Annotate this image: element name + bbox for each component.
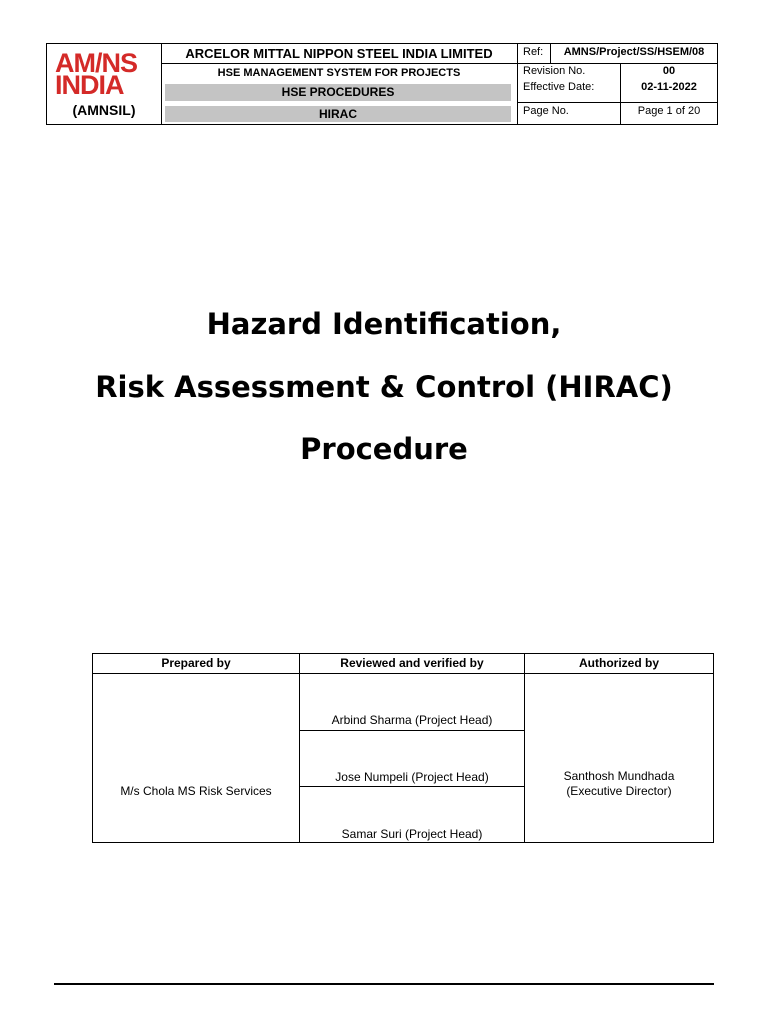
section-band: HSE PROCEDURES	[165, 84, 511, 101]
prepared-by-header: Prepared by	[161, 656, 231, 670]
reviewer-2: Jose Numpeli (Project Head)	[335, 770, 489, 784]
prepared-by-value: M/s Chola MS Risk Services	[120, 784, 272, 798]
authorized-by-header: Authorized by	[579, 656, 659, 670]
revision-label: Revision No.	[523, 65, 586, 77]
control-divider	[517, 63, 717, 64]
table-divider	[93, 673, 713, 674]
table-divider	[299, 654, 300, 842]
logo-line-2: INDIA	[55, 70, 124, 100]
company-name: ARCELOR MITTAL NIPPON STEEL INDIA LIMITED	[161, 44, 517, 64]
page-label: Page No.	[523, 105, 569, 117]
authorizer-title: (Executive Director)	[566, 784, 672, 798]
company-logo	[55, 48, 155, 100]
subsection-band: HIRAC	[165, 106, 511, 122]
authorizer-name: Santhosh Mundhada	[563, 769, 675, 783]
system-name: HSE MANAGEMENT SYSTEM FOR PROJECTS	[217, 67, 461, 79]
logo-cell	[47, 44, 162, 124]
logo-abbreviation: (AMNSIL)	[72, 102, 136, 118]
reviewer-1: Arbind Sharma (Project Head)	[331, 713, 493, 727]
table-divider	[299, 730, 524, 731]
ref-label: Ref:	[523, 46, 544, 58]
document-title-line-2: Risk Assessment & Control (HIRAC)	[95, 370, 673, 404]
document-control-cell	[517, 44, 717, 124]
ref-value: AMNS/Project/SS/HSEM/08	[563, 46, 705, 58]
reviewed-by-header: Reviewed and verified by	[340, 656, 484, 670]
logo-line-1: AM/NS	[55, 48, 137, 78]
table-divider	[524, 654, 525, 842]
control-divider	[517, 102, 717, 103]
effective-date-value: 02-11-2022	[641, 81, 697, 93]
page-number: Page 1 of 20	[637, 105, 701, 117]
reviewer-3: Samar Suri (Project Head)	[341, 827, 483, 841]
header-title-cell	[161, 44, 518, 124]
footer-rule	[54, 983, 714, 985]
effective-date-label: Effective Date:	[523, 81, 595, 93]
table-divider	[299, 786, 524, 787]
approval-table	[92, 653, 714, 843]
document-title-line-1: Hazard Identification,	[206, 307, 562, 341]
revision-value: 00	[662, 65, 676, 77]
document-header	[46, 43, 718, 125]
document-title-line-3: Procedure	[300, 432, 468, 466]
